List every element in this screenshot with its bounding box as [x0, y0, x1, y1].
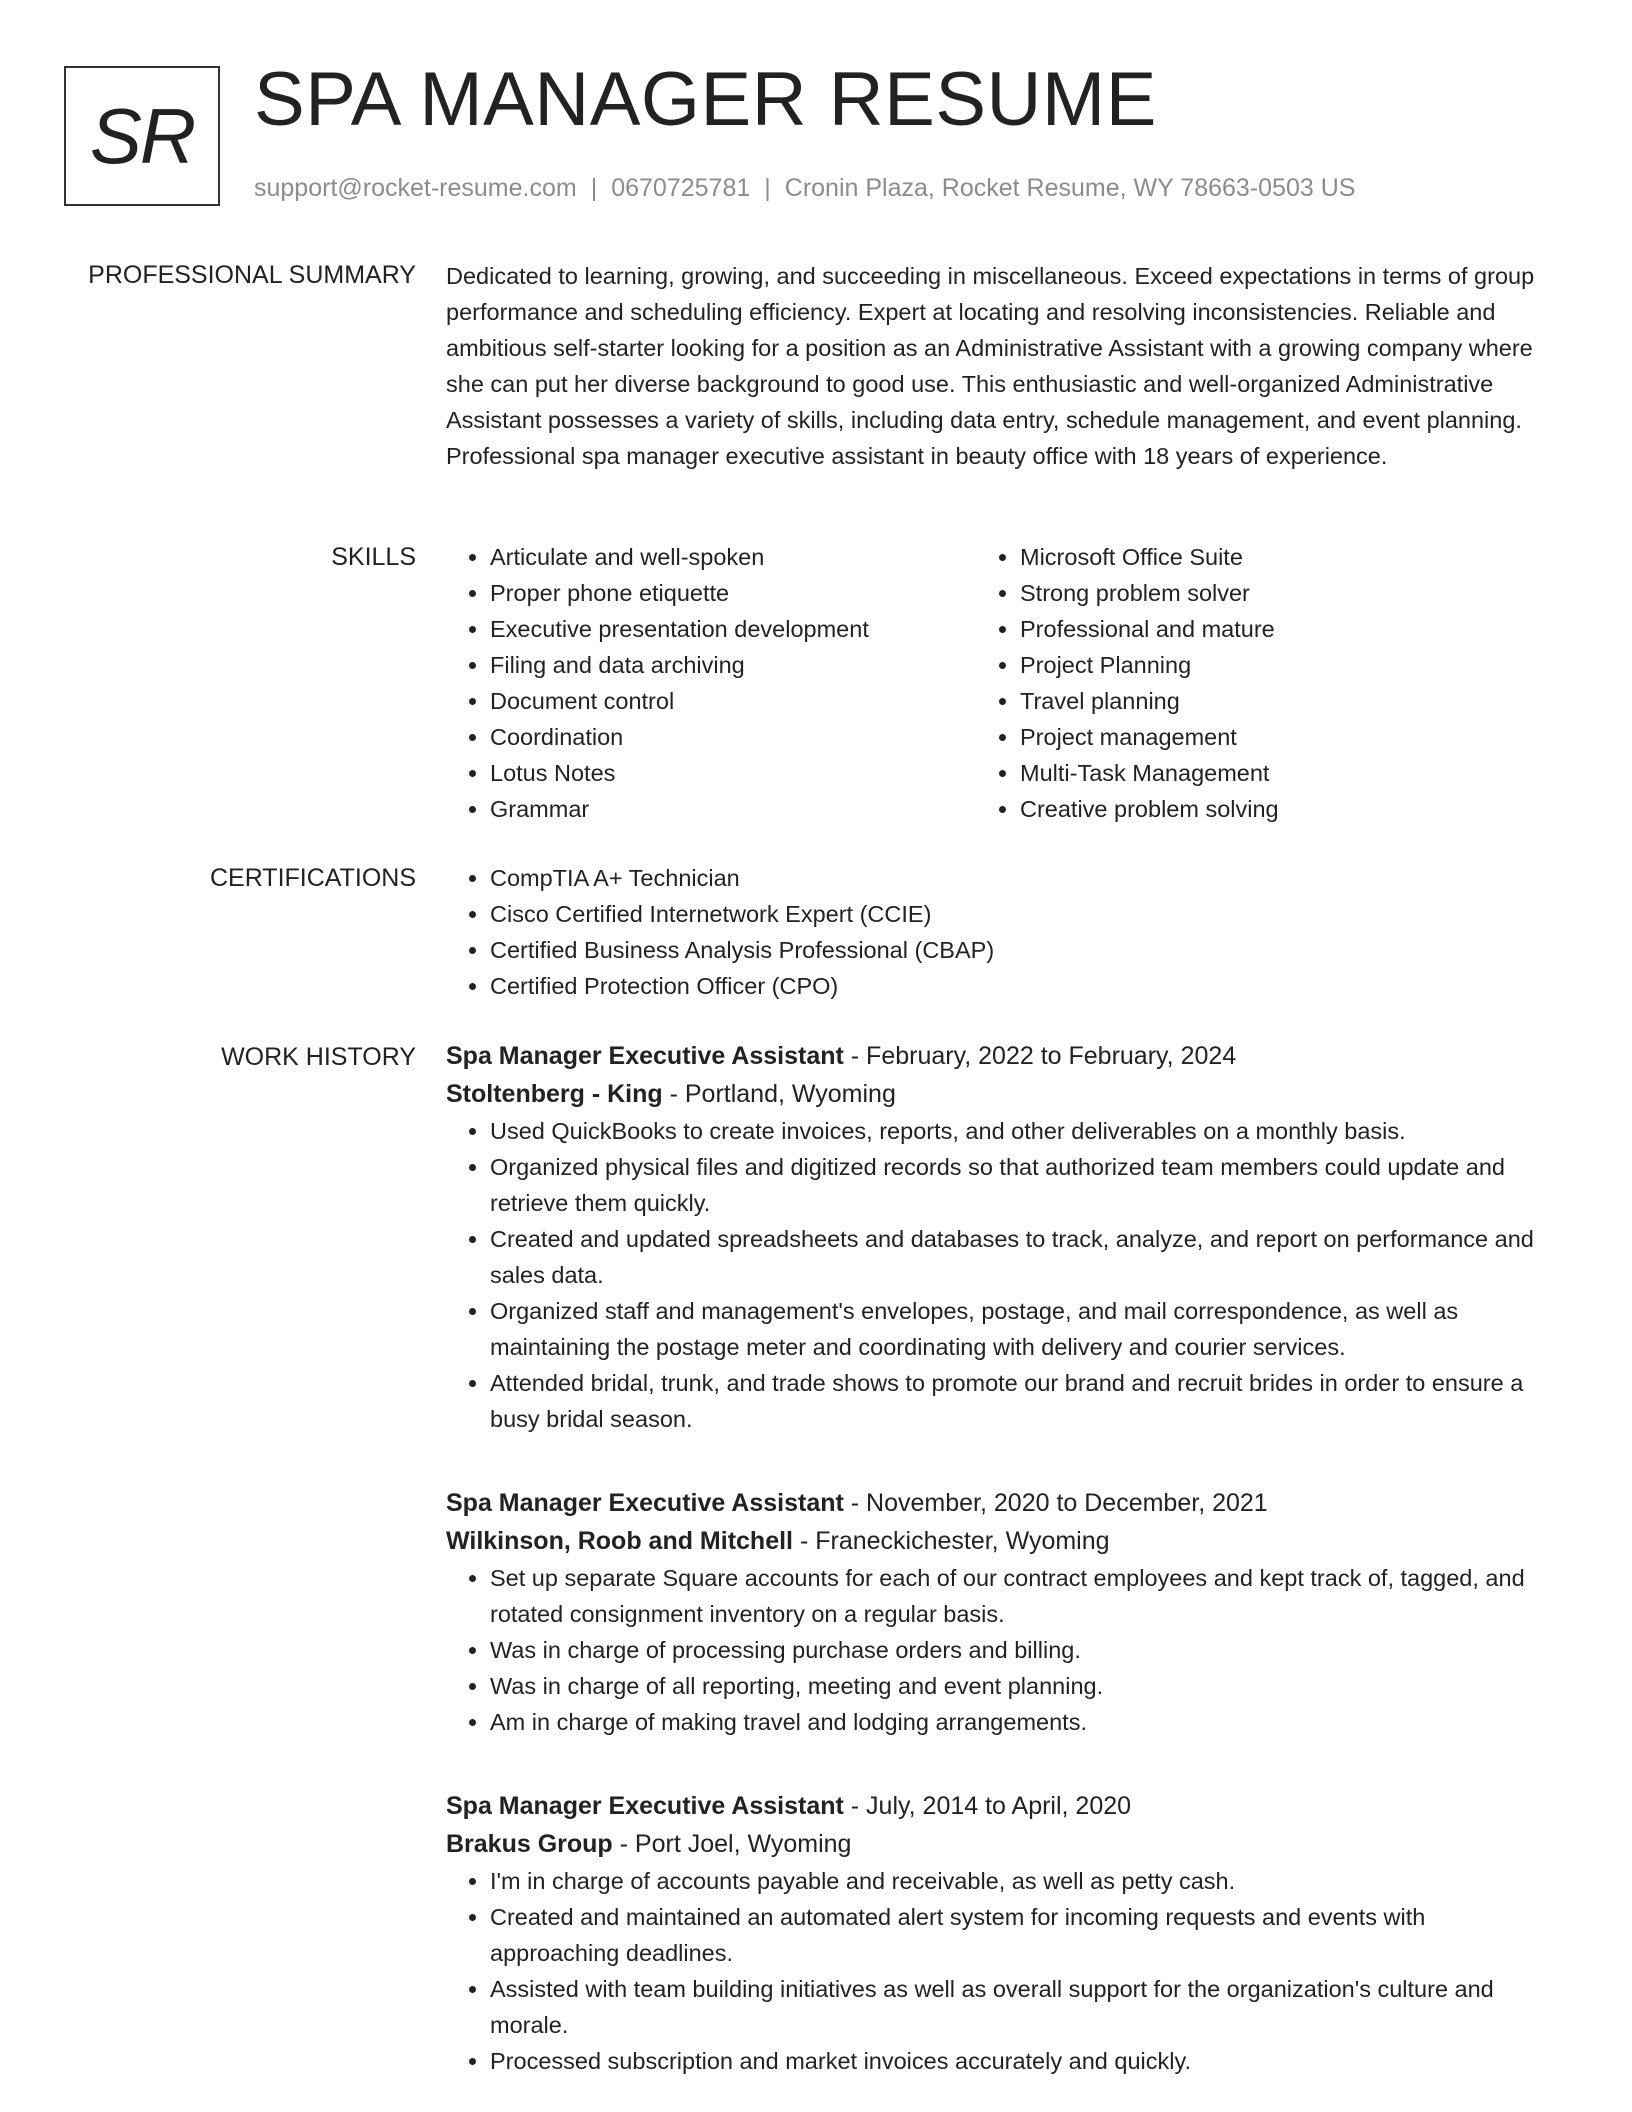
job-duty: • Processed subscription and market invoices accurately and quickly. — [490, 2043, 1560, 2079]
skill-item: • Creative problem solving — [1020, 791, 1560, 827]
skill-item: • Multi-Task Management — [1020, 755, 1560, 791]
skill-item: • Executive presentation development — [490, 611, 976, 647]
resume-title: SPA MANAGER RESUME — [254, 57, 1157, 142]
job-duty: • Was in charge of all reporting, meeting and event planning. — [490, 1668, 1560, 1704]
job-dates: - February, 2022 to February, 2024 — [843, 1042, 1237, 1070]
skill-item: • Travel planning — [1020, 683, 1560, 719]
job-location: - Port Joel, Wyoming — [612, 1830, 852, 1858]
contact-separator: | — [764, 174, 771, 202]
job-location: - Franeckichester, Wyoming — [793, 1527, 1110, 1555]
job-entry — [446, 1787, 1560, 2079]
summary-heading: PROFESSIONAL SUMMARY — [88, 261, 416, 289]
contact-line — [254, 174, 1355, 203]
certification-item: • Certified Protection Officer (CPO) — [490, 968, 1560, 1004]
certifications-heading: CERTIFICATIONS — [209, 864, 416, 892]
skill-item: • Filing and data archiving — [490, 647, 976, 683]
skill-item: • Document control — [490, 683, 976, 719]
job-company-line — [446, 1825, 1560, 1863]
job-duty: • Assisted with team building initiatives as well as overall support for the organization's culture and morale. — [490, 1971, 1560, 2043]
skills-list-left — [446, 539, 976, 827]
skill-item: • Articulate and well-spoken — [490, 539, 976, 575]
job-duties-list — [446, 1560, 1560, 1740]
job-duty: • Organized physical files and digitized records so that authorized team members could update and retrieve them quickly. — [490, 1149, 1560, 1221]
skill-item: • Strong problem solver — [1020, 575, 1560, 611]
skill-item: • Coordination — [490, 719, 976, 755]
job-duties-list — [446, 1863, 1560, 2079]
job-title-line — [446, 1787, 1560, 1825]
certification-item: • Cisco Certified Internetwork Expert (CCIE) — [490, 896, 1560, 932]
skill-item: • Professional and mature — [1020, 611, 1560, 647]
skill-item: • Project Planning — [1020, 647, 1560, 683]
job-dates: - July, 2014 to April, 2020 — [843, 1792, 1132, 1820]
skills-list-right — [976, 539, 1560, 827]
job-company-line — [446, 1522, 1560, 1560]
certification-item: • Certified Business Analysis Professional (CBAP) — [490, 932, 1560, 968]
job-duties-list — [446, 1113, 1560, 1437]
skills-heading: SKILLS — [331, 543, 416, 571]
skill-item: • Grammar — [490, 791, 976, 827]
job-title-line — [446, 1484, 1560, 1522]
job-title: Spa Manager Executive Assistant — [446, 1792, 844, 1820]
job-entry — [446, 1484, 1560, 1740]
job-company: Wilkinson, Roob and Mitchell — [446, 1527, 793, 1555]
monogram-logo: SR — [64, 66, 220, 206]
contact-separator: | — [590, 174, 598, 202]
contact-email: support@rocket-resume.com — [254, 174, 577, 202]
job-title-line — [446, 1037, 1560, 1075]
summary-text: Dedicated to learning, growing, and succeeding in miscellaneous. Exceed expectations in terms of group performance and scheduling efficiency. Expert at locating and resolving inconsistencies. Reliable and ambitious self-starter looking for a position as an Administrative Assistant with a growing company where she can put her diverse background to good use. This enthusiastic and well-organized Administrative Assistant possesses a variety of skills, including data entry, schedule management, and event planning. Professional spa manager executive assistant in beauty office with 18 years of experience. — [446, 263, 1535, 469]
skill-item: • Project management — [1020, 719, 1560, 755]
job-duty: • Created and updated spreadsheets and databases to track, analyze, and report on performance and sales data. — [490, 1221, 1560, 1293]
skill-item: • Microsoft Office Suite — [1020, 539, 1560, 575]
work-history-heading: WORK HISTORY — [221, 1043, 416, 1071]
job-dates: - November, 2020 to December, 2021 — [843, 1489, 1268, 1517]
job-duty: • I'm in charge of accounts payable and receivable, as well as petty cash. — [490, 1863, 1560, 1899]
job-duty: • Organized staff and management's envelopes, postage, and mail correspondence, as well as maintaining the postage meter and coordinating with delivery and courier services. — [490, 1293, 1560, 1365]
job-duty: • Attended bridal, trunk, and trade shows to promote our brand and recruit brides in order to ensure a busy bridal season. — [490, 1365, 1560, 1437]
job-duty: • Set up separate Square accounts for each of our contract employees and kept track of, tagged, and rotated consignment inventory on a regular basis. — [490, 1560, 1560, 1632]
job-title: Spa Manager Executive Assistant — [446, 1042, 844, 1070]
job-duty: • Was in charge of processing purchase orders and billing. — [490, 1632, 1560, 1668]
certification-item: • CompTIA A+ Technician — [490, 860, 1560, 896]
skill-item: • Lotus Notes — [490, 755, 976, 791]
job-duty: • Am in charge of making travel and lodging arrangements. — [490, 1704, 1560, 1740]
skill-item: • Proper phone etiquette — [490, 575, 976, 611]
job-entry — [446, 1037, 1560, 1437]
job-company-line — [446, 1075, 1560, 1113]
job-company: Stoltenberg - King — [446, 1080, 663, 1108]
job-duty: • Used QuickBooks to create invoices, reports, and other deliverables on a monthly basis. — [490, 1113, 1560, 1149]
job-duty: • Created and maintained an automated alert system for incoming requests and events with approaching deadlines. — [490, 1899, 1560, 1971]
job-company: Brakus Group — [446, 1830, 613, 1858]
job-location: - Portland, Wyoming — [662, 1080, 896, 1108]
job-title: Spa Manager Executive Assistant — [446, 1489, 844, 1517]
certifications-list — [446, 860, 1560, 1004]
contact-address: Cronin Plaza, Rocket Resume, WY 78663-0503 US — [784, 174, 1356, 202]
contact-phone: 0670725781 — [611, 174, 751, 202]
